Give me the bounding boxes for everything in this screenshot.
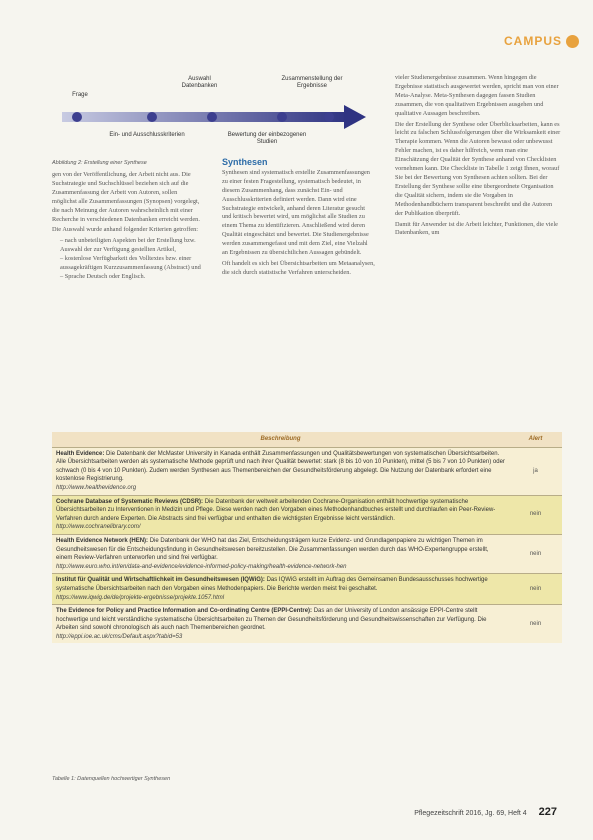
- campus-label: [504, 34, 579, 48]
- row-url[interactable]: http://www.euro.who.int/en/data-and-evidence/evidence-informed-policy-making/health-evidence-network-hen: [56, 563, 347, 570]
- process-diagram: [52, 72, 377, 160]
- row-alert: ja: [509, 447, 562, 495]
- campus-text: CAMPUS: [503, 34, 562, 48]
- row-text: Die Datenbank der weltweit arbeitenden Cochrane-Organisation enthält hochwertige systematische Übersichtsarbeiten zu Interventionen in Medizin und Pflege. Diese werden nach den Vorgaben eines Methodenhandbuches erstellt und durchlaufen ein Peer-Review-Verfahren durch andere Experten. Die Abstracts sind frei verfügbar und enthalten die wichtigsten Ergebnisse leicht verständlich.: [56, 498, 496, 522]
- paragraph: Die der Erstellung der Synthese oder Überblicksarbeiten, kann es leicht zu falschen Schlussfolgerungen über die Wirksamkeit einer Therapie kommen. Wenn die Autoren bewusst oder unbewusst Fehler machen, ist es daher hilfreich, wenn man eine Einschätzung der Qualität der Synthese anhand von Checklisten vornehmen kann. Die Checkliste in Tabelle 1 zeigt Ihnen, worauf Sie bei der Bewertung von Synthesen achten sollten. Bei der Erstellung der Synthese sollte eine übergeordnete Organisation die Qualität sichern, indem sie die Vorgaben in Methodenhandbüchern transparent beschreibt und die Autoren der Publikation überprüft.: [395, 120, 561, 217]
- row-text: Das IQWiG erstellt im Auftrag des Gemeinsamen Bundesausschusses hochwertige systematische Übersichtsarbeiten nach den Vorgaben eines Methodenpapiers. Die Berichte werden meist frei geschaltet.: [56, 577, 488, 592]
- row-name: Cochrane Database of Systematic Reviews (CDSR):: [56, 498, 204, 505]
- table-caption: Tabelle 1: Datenquellen hochwertiger Synthesen: [52, 776, 171, 782]
- diagram-node: [72, 112, 82, 122]
- row-alert: nein: [509, 605, 562, 644]
- section-heading: Synthesen: [222, 157, 268, 167]
- header-alert: Alert: [528, 436, 543, 442]
- table-row: [52, 495, 562, 534]
- table-row: [52, 447, 562, 495]
- table-row: [52, 605, 562, 644]
- paragraph: Oft handelt es sich bei Übersichtsarbeiten um Metaanalysen, die sich durch statistische Verfahren unterscheiden.: [222, 259, 375, 276]
- table-header: [52, 432, 562, 447]
- figure-caption: Abbildung 2: Erstellung einer Synthese: [52, 160, 147, 166]
- row-description: [52, 447, 509, 495]
- paragraph: gen von der Veröffentlichung, der Arbeit nicht aus. Die Suchstrategie und Suchschlüssel beziehen sich auf die Zusammenfassung der Arbeit von Autoren, sollen möglichst alle Zusammenfassungen (Synopsen) vorgelegt, die nach Meinung der Autoren wahrscheinlich mit einer Recherche in verschiedenen Datenbanken erreicht werden.: [52, 171, 200, 223]
- diagram-label-kriterien: Ein- und Ausschlusskriterien: [109, 132, 185, 138]
- text-column-1: [52, 171, 202, 282]
- paragraph: Die Auswahl wurde anhand folgender Kriterien getroffen:: [52, 226, 199, 234]
- row-url[interactable]: http://www.healthevidence.org: [56, 484, 137, 491]
- page-number: 227: [538, 806, 557, 818]
- row-name: Health Evidence:: [56, 450, 105, 457]
- diagram-arrow-shaft: [62, 112, 347, 122]
- row-text: Die Datenbank der McMaster University in Kanada enthält Zusammenfassungen und Qualitätsbewertungen von systematischen Übersichtsarbeiten. Alle Übersichtsarbeiten werden als systematische Methode geprüft und nach ihrer Qualität bewertet: stark (8 bis 10 von 10 Punkten), mittel (5 bis 7 von 10 Punkten) oder schwach (0 bis 4 von 10 Punkten). Zudem werden Synthesen aus Themenbereichen der Gesundheitsförderung abgelegt. Die Nutzung der Datenbank erfordert eine kostenlose Registrierung.: [56, 450, 505, 483]
- paragraph: vieler Studienergebnisse zusammen. Wenn hingegen die Ergebnisse statistisch ausgewertet werden, spricht man von einer Meta-Analyse. Meta-Synthesen dagegen fassen Studien zusammen, die von qualitativen Ergebnissen ausgehen und qualitative Aussagen beschreiben.: [395, 74, 559, 117]
- list-item: – Sprache Deutsch oder Englisch.: [60, 273, 202, 282]
- row-alert: nein: [509, 495, 562, 534]
- row-url[interactable]: http://www.cochranelibrary.com/: [56, 524, 141, 531]
- list-item: – nach unbeteiligten Aspekten bei der Erstellung bzw. Auswahl der zur Verfügung gestellten Artikel,: [60, 237, 202, 255]
- row-text: Das an der University of London ansässige EPPI-Centre stellt hochwertige und leicht verständliche systematische Übersichtsarbeiten zu Themen der Gesundheitsförderung und Gesundheitswissenschaften zur Verfügung. Die Arbeiten sind sowohl chronologisch als auch nach Themenbereichen geordnet.: [56, 608, 487, 632]
- paragraph: Synthesen sind systematisch erstellte Zusammenfassungen zu einer festen Fragestellung, systematisch bedeutet, in diesem Zusammenhang, dass zunächst Ein- und Ausschlusskriterien definiert werden. Dann wird eine Suchstrategie entwickelt, anhand deren Literatur gesucht und kritisch bewertet wird, um möglichst alle Studien zu einem Thema zu identifizieren. Anschließend wird deren Qualität eingeschätzt und bewertet. Die Studienergebnisse werden zusammengefasst und mit dem Ziel, eine Vielzahl an Ergebnissen zu übersichtlichen Aussagen gebündelt.: [222, 168, 370, 257]
- row-text: Die Datenbank der WHO hat das Ziel, Entscheidungsträgern kurze Evidenz- und Grundlagenpapiere zu wichtigen Themen im Gesundheitswesen für die Entscheidungsfindung in Gesundheitswesen bereitzustellen. Die Zusammenfassungen werden durch das WHO-Expertengruppe erstellt, einem Review-Verfahren unterworfen und sind frei verfügbar.: [56, 537, 489, 562]
- header-description: Beschreibung: [260, 436, 301, 442]
- row-description: [52, 574, 509, 605]
- text-column-3: [395, 74, 561, 240]
- row-name: The Evidence for Policy and Practice Information and Co-ordinating Centre (EPPI-Centre):: [56, 608, 313, 615]
- row-description: [52, 495, 509, 534]
- campus-dot-icon: [566, 35, 579, 48]
- journal-citation: Pflegezeitschrift 2016, Jg. 69, Heft 4: [414, 810, 527, 817]
- row-name: Health Evidence Network (HEN):: [56, 537, 149, 544]
- table-row: [52, 574, 562, 605]
- data-sources-table: [52, 432, 562, 643]
- diagram-label-frage: Frage: [72, 92, 88, 98]
- diagram-label-bewertung: Bewertung der einbezogenen Studien: [227, 132, 307, 145]
- page-footer: [414, 806, 557, 818]
- diagram-label-datenbanken: Auswahl Datenbanken: [181, 76, 218, 89]
- list-item: – kostenlose Verfügbarkeit des Volltextes bzw. einer aussagekräftigen Kurzzusammenfassung (Abstract) und: [60, 255, 202, 273]
- diagram-node: [147, 112, 157, 122]
- paragraph: Damit für Anwender ist die Arbeit leichter, Funktionen, die viele Datenbanken, um: [395, 220, 558, 237]
- row-name: Institut für Qualität und Wirtschaftlichkeit im Gesundheitswesen (IQWiG):: [56, 577, 265, 584]
- diagram-label-ergebnisse: Zusammenstellung der Ergebnisse: [281, 76, 343, 89]
- table-row: [52, 534, 562, 573]
- diagram-arrowhead-icon: [344, 105, 366, 129]
- criteria-list: [52, 237, 202, 282]
- diagram-node: [207, 112, 217, 122]
- row-description: [52, 605, 509, 644]
- row-url[interactable]: https://www.iqwig.de/de/projekte-ergebnisse/projekte.1057.html: [56, 594, 225, 601]
- diagram-node: [324, 112, 334, 122]
- row-url[interactable]: http://eppi.ioe.ac.uk/cms/Default.aspx?tabid=53: [56, 633, 183, 640]
- text-column-2: [222, 158, 375, 280]
- row-alert: nein: [509, 574, 562, 605]
- diagram-node: [277, 112, 287, 122]
- row-description: [52, 534, 509, 573]
- row-alert: nein: [509, 534, 562, 573]
